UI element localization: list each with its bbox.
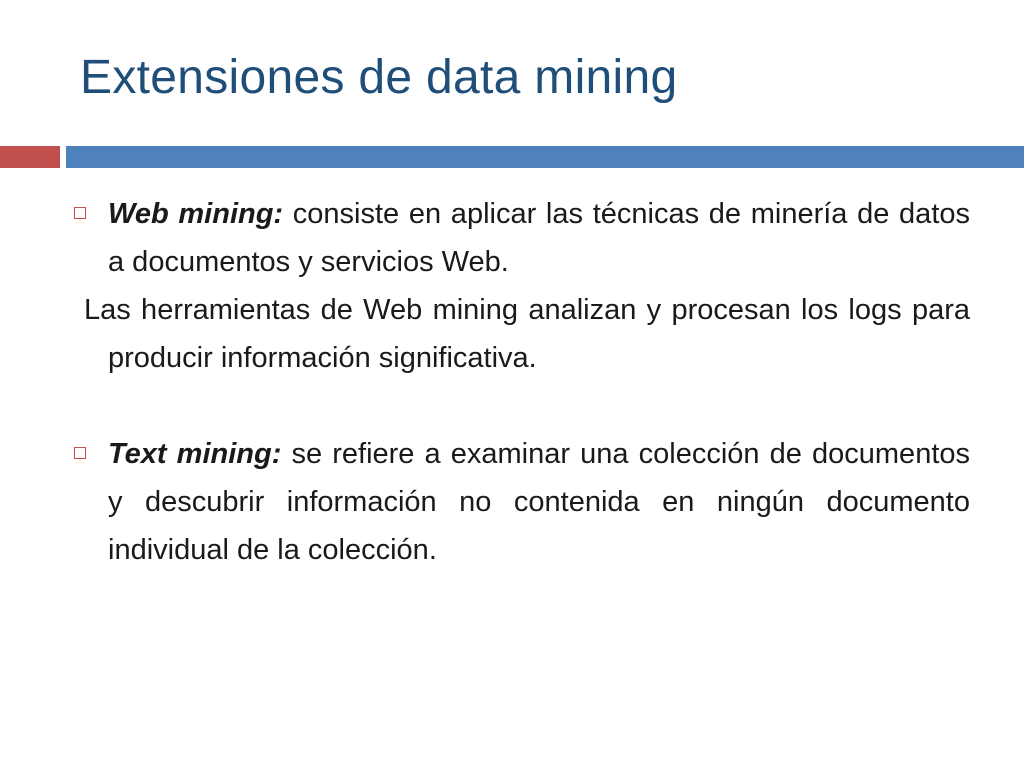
term-web-mining: Web mining: xyxy=(108,198,284,230)
term-text-mining: Text mining: xyxy=(108,438,282,470)
bullet-text-text-mining: se refiere a examinar una colección de documentos y descubrir información no contenida en ningún documento individual de la colección. xyxy=(108,438,971,566)
paragraph-text-web-mining-tools: Las herramientas de Web mining analizan y procesan los logs para producir información significativa. xyxy=(84,294,970,374)
slide-content xyxy=(70,190,970,574)
spacer xyxy=(70,382,970,430)
square-bullet-icon xyxy=(74,207,86,219)
paragraph-web-mining-tools xyxy=(70,286,970,382)
bullet-text-mining xyxy=(70,430,970,574)
slide-title: Extensiones de data mining xyxy=(80,51,678,104)
bullet-web-mining xyxy=(70,190,970,286)
accent-bar-red xyxy=(0,146,60,168)
square-bullet-icon xyxy=(74,447,86,459)
accent-bar-blue xyxy=(66,146,1024,168)
bullet-text-web-mining: consiste en aplicar las técnicas de minería de datos a documentos y servicios Web. xyxy=(108,198,970,278)
